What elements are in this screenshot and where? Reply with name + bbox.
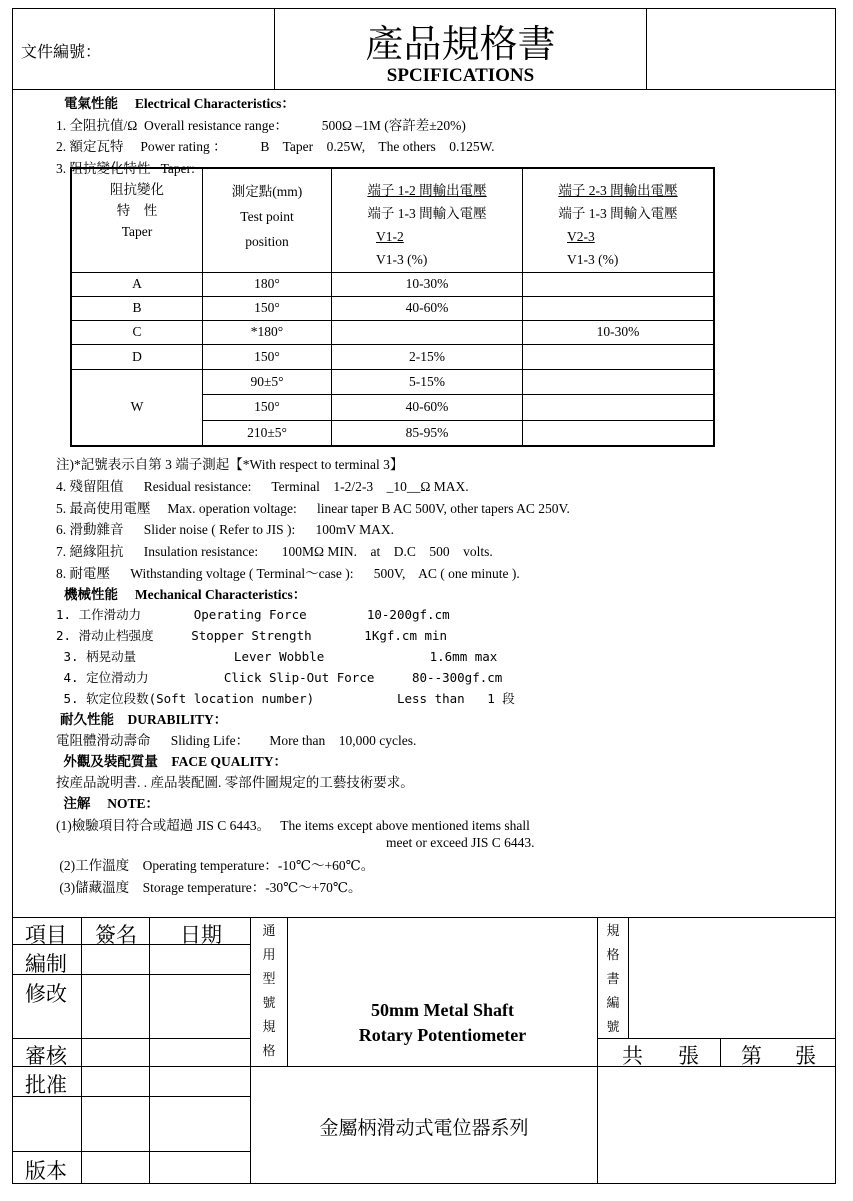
title-cell [275,9,647,90]
durability-heading: 耐久性能 DURABILITY： [60,712,228,727]
row-approved: 批准 [12,1066,82,1097]
elec-item-6: 6. 滑動雜音 Slider noise ( Refer to JIS ): 100mV MAX. [56,522,394,537]
table-row: C *180° 10-30% [71,320,714,344]
note-item-1b: meet or exceed JIS C 6443. [386,835,535,850]
table-row: W 90±5° 5-15% [71,369,714,394]
footer-blank-right [597,1066,836,1184]
page-number: 第 張 [720,1038,836,1067]
footer-header-date: 日期 [149,917,251,945]
mech-item-4: 4. 定位滑动力 Click Slip-Out Force 80--300gf.cm [56,670,503,685]
blank-sign [81,1096,150,1152]
mech-item-2: 2. 滑动止档强度 Stopper Strength 1Kgf.cm min [56,628,448,643]
elec-item-8: 8. 耐電壓 Withstanding voltage ( Terminal～case ): 500V, AC ( one minute ). [56,566,520,581]
row-revised: 修改 [12,974,82,1039]
test-point-header: 測定點(mm) Test point position [203,168,332,272]
reviewed-sign [81,1038,150,1067]
mech-item-1: 1. 工作滑动力 Operating Force 10-200gf.cm [56,607,450,622]
table-row: B 150° 40-60% [71,296,714,320]
mechanical-heading: 機械性能 Mechanical Characteristics： [64,587,307,602]
approved-date [149,1066,251,1097]
revised-sign [81,974,150,1039]
elec-item-1: 1. 全阻抗值/Ω Overall resistance range： 500Ω –1M (容許差±20%) [56,118,466,133]
elec-item-7: 7. 絕緣阻抗 Insulation resistance: 100MΩ MIN. at D.C 500 volts. [56,544,493,559]
product-name-cn: 金屬柄滑动式電位器系列 [250,1066,598,1184]
title-chinese: 產品規格書 [365,22,556,66]
version-date [149,1151,251,1184]
table-row: 150° 40-60% [71,394,714,420]
table-row: A 180° 10-30% [71,272,714,296]
elec-item-3: 3. 阻抗變化特性 Taper: [56,161,195,176]
mech-item-5: 5. 软定位段数(Soft location number) Less than 1 段 [56,691,515,706]
face-heading: 外觀及裝配質量 FACE QUALITY： [60,754,288,769]
row-blank [12,1096,82,1152]
note-item-1: (1)檢驗項目符合或超過 JIS C 6443。 The items except above mentioned items shall [56,818,530,833]
title-english: SPCIFICATIONS [386,65,535,86]
approved-sign [81,1066,150,1097]
doc-number-label: 文件編號： [21,42,102,61]
taper-header: 阻抗變化 特 性 Taper [71,168,203,272]
blank-date [149,1096,251,1152]
version-sign [81,1151,150,1184]
elec-item-2: 2. 額定瓦特 Power rating ： B Taper 0.25W, The others 0.125W. [56,139,495,154]
mech-item-3: 3. 柄晃动量 Lever Wobble 1.6mm max [56,649,498,664]
prepared-date [149,944,251,975]
reviewed-date [149,1038,251,1067]
note-terminal: 注)*記號表示自第 3 端子測起【*With respect to terminal 3】 [56,457,404,472]
elec-item-4: 4. 殘留阻值 Residual resistance: Terminal 1-2/2-3 _10__Ω MAX. [56,479,469,494]
v12-header: 端子 1-2 間輸出電壓 端子 1-3 間輸入電壓 V1-2 V1-3 (%) [332,168,523,272]
footer-header-item: 項目 [12,917,82,945]
doc-number-cell [13,9,275,90]
note-item-3: (3)儲藏溫度 Storage temperature：-30℃～+70℃。 [56,880,362,895]
prepared-sign [81,944,150,975]
revised-date [149,974,251,1039]
elec-item-5: 5. 最高使用電壓 Max. operation voltage: linear taper B AC 500V, other tapers AC 250V. [56,501,570,516]
model-label: 通 用 型 號 規 格 [250,917,288,1067]
header-blank-cell [647,9,835,90]
note-item-2: (2)工作溫度 Operating temperature：-10℃～+60℃。 [56,858,375,873]
row-reviewed: 審核 [12,1038,82,1067]
taper-table [70,167,715,447]
electrical-heading: 電氣性能 Electrical Characteristics： [64,96,295,111]
durability-text: 電阻體滑动壽命 Sliding Life： More than 10,000 cycles. [56,733,417,748]
footer-header-sign: 簽名 [81,917,150,945]
v23-header: 端子 2-3 間輸出電壓 端子 1-3 間輸入電壓 V2-3 V1-3 (%) [523,168,715,272]
face-text: 按産品說明書. . 産品裝配圖. 零部件圖規定的工藝技術要求。 [56,775,414,790]
spec-number-value [628,917,836,1039]
row-version: 版本 [12,1151,82,1184]
row-prepared: 編制 [12,944,82,975]
total-pages: 共 張 [597,1038,721,1067]
table-row: 210±5° 85-95% [71,420,714,446]
table-row: D 150° 2-15% [71,344,714,369]
spec-number-label: 規 格 書 編 號 [597,917,629,1039]
product-name-en: 50mm Metal Shaft Rotary Potentiometer [287,917,598,1067]
note-heading: 注解 NOTE： [60,796,160,811]
